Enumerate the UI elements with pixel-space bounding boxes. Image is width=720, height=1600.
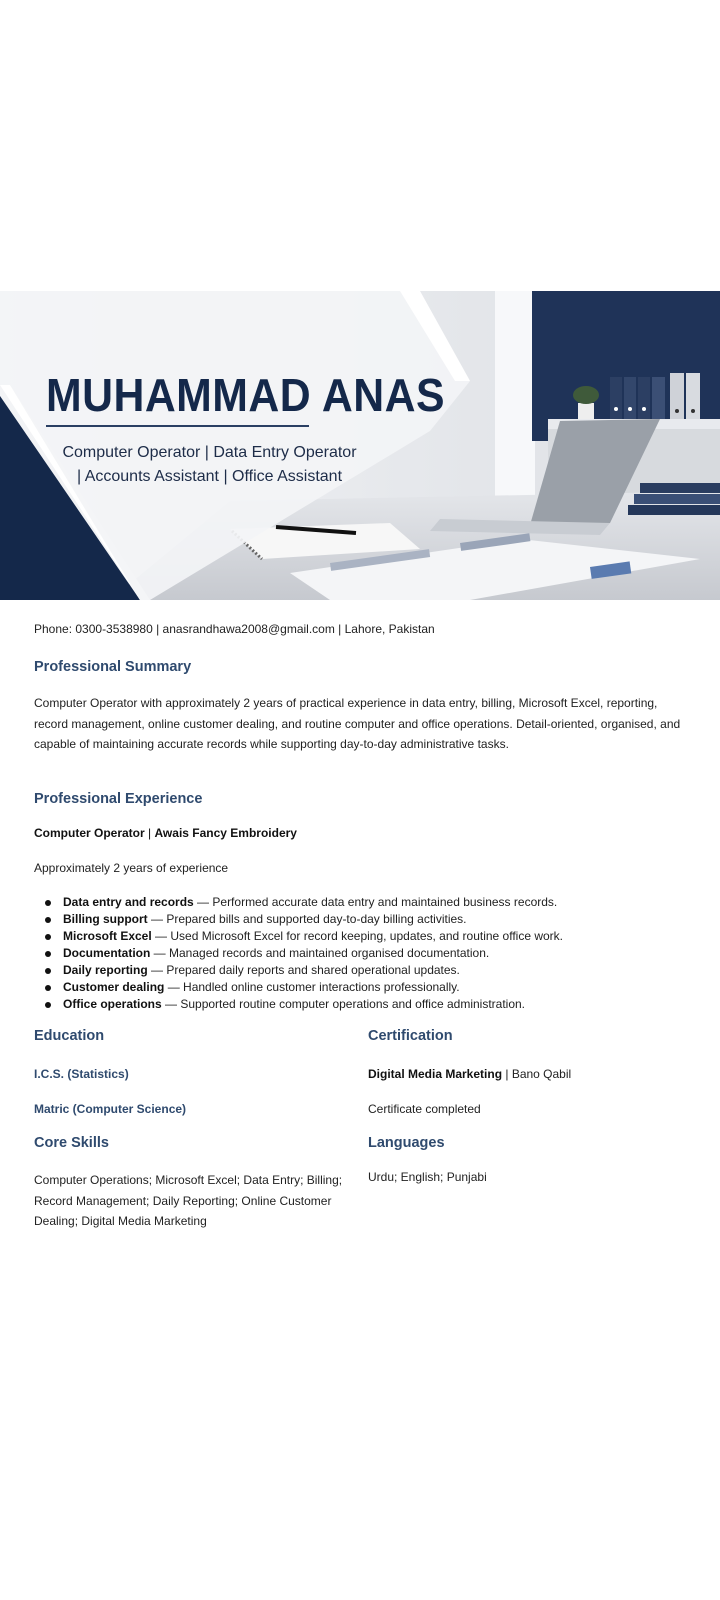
summary-heading: Professional Summary — [34, 659, 192, 675]
roles-line-1: Computer Operator | Data Entry Operator — [62, 444, 357, 461]
list-item: Data entry and records — Performed accurate data entry and maintained business records. — [34, 894, 563, 911]
list-item: Daily reporting — Prepared daily reports and shared operational updates. — [34, 962, 563, 979]
list-item: Customer dealing — Handled online customer interactions professionally. — [34, 979, 563, 996]
job-company: Awais Fancy Embroidery — [154, 826, 297, 840]
certification-issuer: | Bano Qabil — [502, 1067, 572, 1081]
certification-name: Digital Media Marketing — [368, 1067, 503, 1081]
name-divider — [46, 425, 309, 427]
education-item-ics: I.C.S. (Statistics) — [34, 1067, 129, 1081]
experience-bullets — [34, 894, 563, 1013]
list-item: Office operations — Supported routine computer operations and office administration. — [34, 996, 563, 1013]
job-separator: | — [144, 826, 155, 840]
job-role: Computer Operator — [34, 826, 145, 840]
certification-status: Certificate completed — [368, 1102, 481, 1116]
contact-line: Phone: 0300-3538980 | anasrandhawa2008@gmail.com | Lahore, Pakistan — [34, 622, 435, 636]
experience-heading: Professional Experience — [34, 791, 203, 807]
book-stack — [628, 483, 720, 515]
certification-heading: Certification — [368, 1028, 453, 1044]
roles-line-2: | Accounts Assistant | Office Assistant — [76, 468, 343, 485]
certification-entry — [368, 1067, 571, 1081]
list-item: Billing support — Prepared bills and supported day-to-day billing activities. — [34, 911, 563, 928]
list-item: Documentation — Managed records and maintained organised documentation. — [34, 945, 563, 962]
job-duration: Approximately 2 years of experience — [34, 861, 229, 875]
languages-text: Urdu; English; Punjabi — [368, 1170, 487, 1184]
languages-heading: Languages — [368, 1135, 445, 1151]
job-roles — [46, 441, 373, 489]
summary-text: Computer Operator with approximately 2 years of practical experience in data entry, billing, Microsoft Excel, reporting, record management, online customer dealing, and routine computer and office operations. Detail-oriented, organised, and capable of maintaining accurate records while supporting day-to-day administrative tasks. — [34, 696, 681, 751]
list-item: Microsoft Excel — Used Microsoft Excel for record keeping, updates, and routine office work. — [34, 928, 563, 945]
job-title — [34, 826, 297, 840]
skills-heading: Core Skills — [34, 1135, 109, 1151]
candidate-name: MUHAMMAD ANAS — [46, 369, 445, 421]
skills-text: Computer Operations; Microsoft Excel; Data Entry; Billing; Record Management; Daily Reporting; Online Customer Dealing; Digital Media Marketing — [34, 1173, 343, 1228]
education-heading: Education — [34, 1028, 105, 1044]
education-item-matric: Matric (Computer Science) — [34, 1102, 187, 1116]
